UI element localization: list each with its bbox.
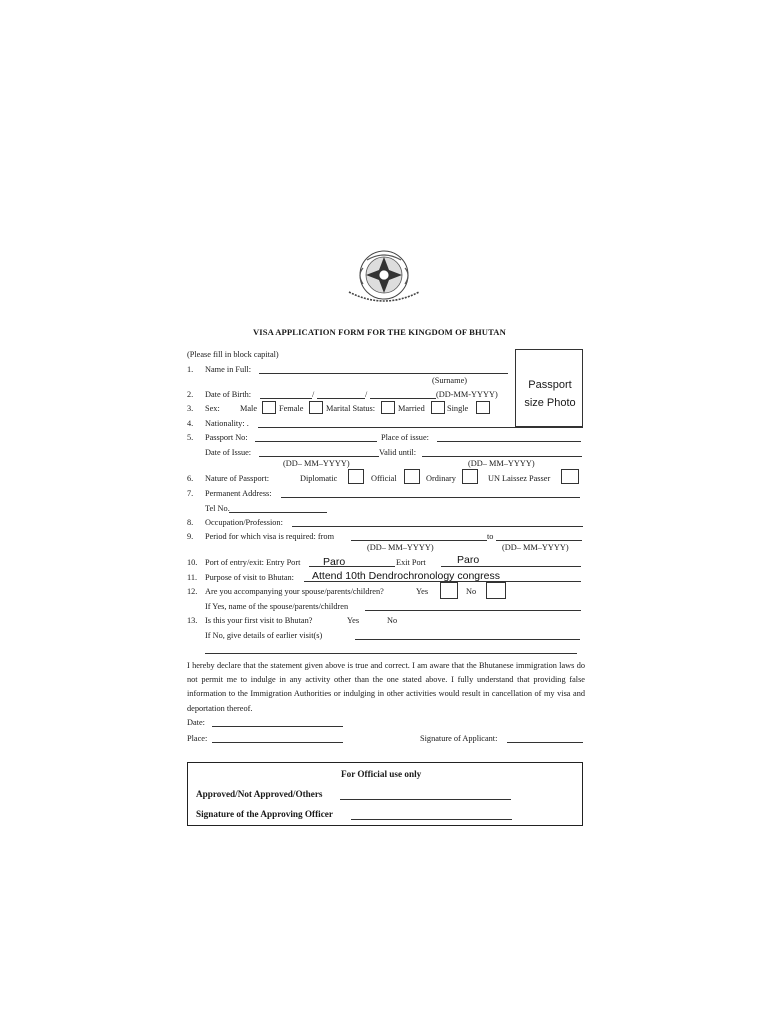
married-label: Married <box>398 404 425 413</box>
q11-number: 11. <box>187 573 198 582</box>
earlier-visits-field-2[interactable] <box>205 653 577 654</box>
tel-no-field[interactable] <box>229 512 327 513</box>
q2-label: Date of Birth: <box>205 390 252 399</box>
q12-followup-label: If Yes, name of the spouse/parents/children <box>205 602 349 611</box>
q1-label: Name in Full: <box>205 365 252 374</box>
dob-slash-1: / <box>312 390 315 399</box>
place-of-issue-label: Place of issue: <box>381 433 429 442</box>
q9-number: 9. <box>187 532 194 541</box>
q6-number: 6. <box>187 474 194 483</box>
official-checkbox[interactable] <box>404 469 420 484</box>
place-field[interactable] <box>212 742 343 743</box>
q13-followup-label: If No, give details of earlier visit(s) <box>205 631 323 640</box>
visa-to-field[interactable] <box>496 540 582 541</box>
date-label: Date: <box>187 718 205 727</box>
place-of-issue-field[interactable] <box>437 441 581 442</box>
applicant-signature-field[interactable] <box>507 742 583 743</box>
date-of-issue-label: Date of Issue: <box>205 448 252 457</box>
companion-names-field[interactable] <box>365 610 581 611</box>
earlier-visits-field[interactable] <box>355 639 580 640</box>
dob-format-hint: (DD-MM-YYYY) <box>436 390 498 399</box>
q8-label: Occupation/Profession: <box>205 518 283 527</box>
exit-port-field[interactable] <box>441 566 581 567</box>
nationality-field[interactable] <box>258 427 583 428</box>
q13-no-label: No <box>387 616 398 625</box>
q4-label: Nationality: . <box>205 419 249 428</box>
dob-day-field[interactable] <box>260 398 312 399</box>
exit-port-label: Exit Port <box>396 558 426 567</box>
diplomatic-label: Diplomatic <box>300 474 338 483</box>
female-label: Female <box>279 404 304 413</box>
ordinary-checkbox[interactable] <box>462 469 478 484</box>
fill-instruction: (Please fill in block capital) <box>187 350 279 359</box>
single-extra-checkbox[interactable] <box>476 401 490 414</box>
official-use-heading: For Official use only <box>341 769 422 779</box>
bhutan-emblem-icon <box>343 248 425 308</box>
permanent-address-field[interactable] <box>281 497 580 498</box>
tel-no-label: Tel No. <box>205 504 230 513</box>
purpose-value[interactable]: Attend 10th Dendrochronology congress <box>312 570 500 582</box>
photo-label-line2: size Photo <box>524 397 576 409</box>
dob-year-field[interactable] <box>370 398 436 399</box>
q12-label: Are you accompanying your spouse/parents/children? <box>205 587 384 596</box>
q12-yes-label: Yes <box>416 587 429 596</box>
passport-no-field[interactable] <box>255 441 377 442</box>
q12-number: 12. <box>187 587 198 596</box>
single-label: Single <box>447 404 469 413</box>
approval-status-field[interactable] <box>340 799 511 800</box>
q2-number: 2. <box>187 390 194 399</box>
form-title: VISA APPLICATION FORM FOR THE KINGDOM OF BHUTAN <box>253 327 506 337</box>
from-date-format-hint: (DD– MM–YYYY) <box>367 543 434 552</box>
male-checkbox[interactable] <box>262 401 276 414</box>
place-label: Place: <box>187 734 208 743</box>
q4-number: 4. <box>187 419 194 428</box>
q5-number: 5. <box>187 433 194 442</box>
declaration-text: I hereby declare that the statement given above is true and correct. I am aware that the Bhutanese immigration laws do not permit me to indulge in any activity other than the one stated above. I fully understand that providing false information to the Immigration Authorities or indulging in other activities would result in cancellation of my visa and deportation thereof. <box>187 661 585 713</box>
q12-no-label: No <box>466 587 477 596</box>
male-label: Male <box>240 404 258 413</box>
q6-label: Nature of Passport: <box>205 474 270 483</box>
entry-port-value[interactable]: Paro <box>323 556 346 568</box>
valid-until-label: Valid until: <box>379 448 417 457</box>
surname-hint: (Surname) <box>432 376 468 385</box>
applicant-signature-label: Signature of Applicant: <box>420 734 498 743</box>
visa-to-label: to <box>487 532 494 541</box>
q7-number: 7. <box>187 489 194 498</box>
valid-until-field[interactable] <box>422 456 582 457</box>
female-checkbox[interactable] <box>309 401 323 414</box>
marital-status-label: Marital Status: <box>326 404 376 413</box>
issue-date-format-hint: (DD– MM–YYYY) <box>283 459 350 468</box>
q8-number: 8. <box>187 518 194 527</box>
q9-label: Period for which visa is required: from <box>205 532 335 541</box>
dob-slash-2: / <box>365 390 368 399</box>
occupation-field[interactable] <box>292 526 583 527</box>
entry-port-field[interactable] <box>309 566 395 567</box>
single-checkbox[interactable] <box>431 401 445 414</box>
passport-photo-box <box>515 349 583 427</box>
q11-label: Purpose of visit to Bhutan: <box>205 573 294 582</box>
approving-officer-signature-label: Signature of the Approving Officer <box>196 809 333 819</box>
photo-label-line1: Passport <box>528 379 572 391</box>
q12-yes-checkbox[interactable] <box>440 582 458 599</box>
approval-status-label: Approved/Not Approved/Others <box>196 789 323 799</box>
q13-yes-label: Yes <box>347 616 360 625</box>
un-laissez-label: UN Laissez Passer <box>488 474 551 483</box>
q10-label: Port of entry/exit: Entry Port <box>205 558 301 567</box>
q5-label: Passport No: <box>205 433 248 442</box>
q7-label: Permanent Address: <box>205 489 272 498</box>
diplomatic-checkbox[interactable] <box>348 469 364 484</box>
q1-number: 1. <box>187 365 194 374</box>
married-checkbox[interactable] <box>381 401 395 414</box>
ordinary-label: Ordinary <box>426 474 456 483</box>
q3-label: Sex: <box>205 404 220 413</box>
approving-officer-signature-field[interactable] <box>351 819 512 820</box>
official-use-box <box>187 762 583 826</box>
date-field[interactable] <box>212 726 343 727</box>
to-date-format-hint: (DD– MM–YYYY) <box>502 543 569 552</box>
dob-month-field[interactable] <box>317 398 365 399</box>
valid-date-format-hint: (DD– MM–YYYY) <box>468 459 535 468</box>
q10-number: 10. <box>187 558 198 567</box>
q13-number: 13. <box>187 616 198 625</box>
un-laissez-checkbox[interactable] <box>561 469 579 484</box>
q12-no-checkbox[interactable] <box>486 582 506 599</box>
q13-label: Is this your first visit to Bhutan? <box>205 616 313 625</box>
official-label: Official <box>371 474 397 483</box>
q3-number: 3. <box>187 404 194 413</box>
name-field[interactable] <box>259 373 508 374</box>
exit-port-value[interactable]: Paro <box>457 554 480 566</box>
visa-from-field[interactable] <box>351 540 487 541</box>
date-of-issue-field[interactable] <box>259 456 379 457</box>
